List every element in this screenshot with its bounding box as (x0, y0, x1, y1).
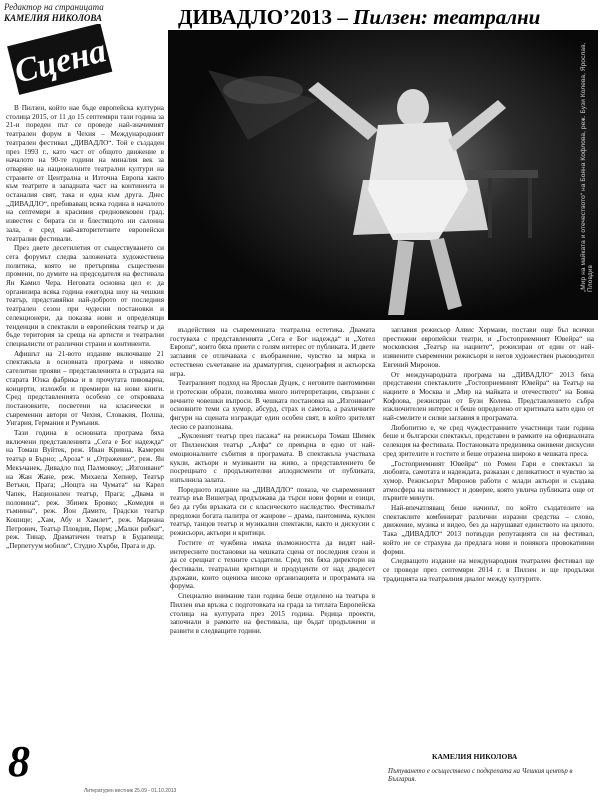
headline-festival-name: ДИВАДЛО’2013 (178, 5, 333, 29)
article-paragraph: Специално внимание тази година беше отделено на театъра в Пилзен във връзка с подготовката на града за титлата Европейска столица на културата през 2015 година. Редица проекти, започнали в рамките на фестивала, ще бъдат продължени и развити в следващите години. (170, 592, 375, 635)
stage-scene-photo (168, 30, 598, 320)
issue-footer: Литературен вестник 25.09 - 01.10.2013 (84, 788, 177, 794)
article-paragraph: Афишът на 21-вото издание включваше 21 спектакъла в основната програма и няколко сателитни прояви – представленията в сградата на старата Юзка фабрика и в прочутата пивоварна, концерти, изложби и премиери на нови книги. Сред представленията особено се открояваха постановките, посветени на класически и съвременни автори от Чехия, Словакия, Полша, Унгария, Германия и Румъния. (6, 349, 164, 428)
page-number: 8 (8, 737, 30, 786)
headline-separator: – (332, 5, 354, 29)
article-paragraph: „Кукленият театър през пасажа“ на режисьора Томаш Шимек от Пилзенския театър „Алфа“ се превърна в едно от най-емоционалните събития в програмата. В спектакъла участваха кукли, актьори и музиканти на живо, а представлението бе посрещнато с продължителни аплодисменти от публиката, изпълнила залата. (170, 432, 375, 484)
article-column-3 (383, 326, 594, 746)
headline-subtitle: Пилзен: театрални (353, 5, 541, 29)
article-column-2 (170, 326, 375, 784)
article-paragraph: „Гостоприемният Ювейра“ по Ромен Гари е спектакъл за любовта, самотата и надеждата, разказан с деликатност и чувство за хумор. Режисьорът Миронов работи с млади актьори и създава атмосфера на интимност и доверие, която увлича публиката още от първите минути. (383, 459, 594, 503)
article-paragraph: Любопитно е, че сред чуждестранните участници тази година беше и български спектакъл, представен в рамките на официалната селекция на фестивала. Постановката предизвика оживени дискусии сред зрителите и гостите и беше отразена широко в чешката преса. (383, 423, 594, 458)
article-paragraph: въздействия на съвременната театрална естетика. Двамата гостуваха с представленията „Сега е Бог надежда“ и „Хотел Европа“, които бяха приети с голям интерес от публиката. И двете заглавия се отличаваха с въображение, чувство за мярка и естествено съчетаване на драматургия, сценография и актьорска игра. (170, 326, 375, 378)
article-paragraph: През двете десетилетия от съществуването си сега форумът следва заложената художествена политика, която не претърпява съществени промени, по думите на председателя на фестивала Ян Камил Чера. Неговата основна цел е: да организира всяка година ежегодна шоу на чешкия театър, представяйки най-доброто от последния театрален сезон при чудесни постановки и селекционери, да показва нови и определящи тенденции в спектакли в европейския театър и да бъде територия за среща на артисти и театрални специалисти от различни страни и континенти. (6, 244, 164, 348)
article-paragraph: Тази година в основната програма бяха включени представленията „Сега е Бог надежда“ на Томаш Вуйтек, реж. Иван Кривна, Камерен театър в Бърно; „Ароза“ и „Отражение“, реж. Ян Мекъчанек, Дивадло под Палмовкоу; „Изгонване“ на Жан Жане, реж. Михаела Хепнер, Театър Ветъки, Прага; „Нощта на Чумата“ на Карел Чапек, Национален театър, Прага; „Двама и половина“, реж. Збинек Бровко; „Комедия и тъмнина“, реж. Йон Дамите, Градски театър Кошице; „Хам, Абу и Хамлет“, реж. Мариана Петрович, Театър Пловдив, Перм; „Малки рибки“, реж. Тинар, Драматичен театър в Будапеща; „Перпетуум мобиле“, Студио Хърби, Прага и др. (6, 429, 164, 551)
article-paragraph: Най-впечатляващ беше начинът, по който създателите на спектаклите комбинират различни изразни средства – слово, движение, музика и видео, без да нарушават единството на цялото. Така „ДИВАДЛО“ 2013 потвърди репутацията си на фестивал, който не се страхува да предлага нови и понякога провокативни форми. (383, 504, 594, 556)
article-author-signature: КАМЕЛИЯ НИКОЛОВА (432, 752, 518, 761)
article-paragraph: От международната програма на „ДИВАДЛО“ 2013 бяха представени спектаклите „Гостоприемният Ювейра“ на Театър на нациите в Москва и „Мир на майката и отечеството“ на Бояна Кофлова, режисиран от Бузи Колева. Представлението събра изключителен интерес и беше определено от критиката като едно от най-смелите и силни заглавия в програмата. (383, 370, 594, 423)
section-badge (6, 24, 114, 96)
article-support-credit: Пътуването е осъществено с подкрепата на Чешкия център в България. (388, 768, 573, 783)
section-badge-graphic (6, 24, 114, 96)
photo-caption: „Мир на майката и отечеството“ на Бояна Кофлова, реж. Бузи Колева, Ярослав, Пловдив (580, 42, 594, 292)
article-paragraph: Театралният подход на Ярослав Дуцек, с неговите пантомимни и гротескни образи, позволява много интерпретации, свързани с вечните човешки въпроси. В чешката постановка на „Изгонване“ основните теми са хумор, абсурд, страх и самота, а различните фигури на сцената изграждат един особен свят, в който зрителят лесно се разпознава. (170, 379, 375, 431)
article-photo (168, 30, 598, 320)
editor-name: КАМЕЛИЯ НИКОЛОВА (4, 13, 103, 23)
section-title: Сцена (10, 32, 110, 91)
page-editor-credit (4, 2, 134, 24)
article-paragraph: В Пилзен, който нае бъде европейска културна столица 2015, от 11 до 15 септември тази година за 21-и пореден път се проведе най-значимият театрален форум в Чехия – Международният театрален фестивал „ДИВАДЛО“. Той е създаден през 1993 г., като част от общото движение в началото на 90-те години на миналия век за отваряне на националните театрални култури на страните от Централна и Източна Европа както към театрите в западната част на континента и останалия свят, така и една към друга. Днес „ДИВАДЛО“, пребиваващ всяка година в началото на септември в красивия средновековен град, известен с бирата си и блестящото ни салонна зала, е сред най-авторитетните европейски театрални фестивали. (6, 104, 164, 243)
article-column-1 (6, 104, 164, 732)
article-paragraph: заглавия режисьор Алвис Хермани, постави още бъл всички престижни европейски театри, и „Гостоприемният Ювейра“ на московския „Театър на нациите“, режисиран от един от най-изявените съвременни режисьори и негов художествен ръководител Евгений Миронов. (383, 326, 594, 369)
article-paragraph: Гостите от чужбина имаха възможността да видят най-интересните постановки на чешката сцена от последния сезон и да се срещнат с техните създатели. Сред тях бяха директори на фестивали, театрални критици и продуценти от над двадесет държави, които оцениха високо организацията и програмата на форума. (170, 538, 375, 591)
article-paragraph: Следващото издание на международния театрален фестивал ще се проведе през септември 2014 г. в Пилзен и ще продължи традицията на театралния диалог между културите. (383, 557, 594, 583)
editor-role: Редактор на страницата (4, 2, 104, 12)
article-paragraph: Поредното издание на „ДИВАДЛО“ показа, че съвременният театър във Вишеград продължава да търси нови форми и езици, без да губи връзката си с класическото наследство. Фестивалът предложи богата палитра от жанрове – драма, пантомима, куклен театър, танцов театър и музикални спектакли, както и дискусии с режисьори, актьори и критици. (170, 485, 375, 538)
